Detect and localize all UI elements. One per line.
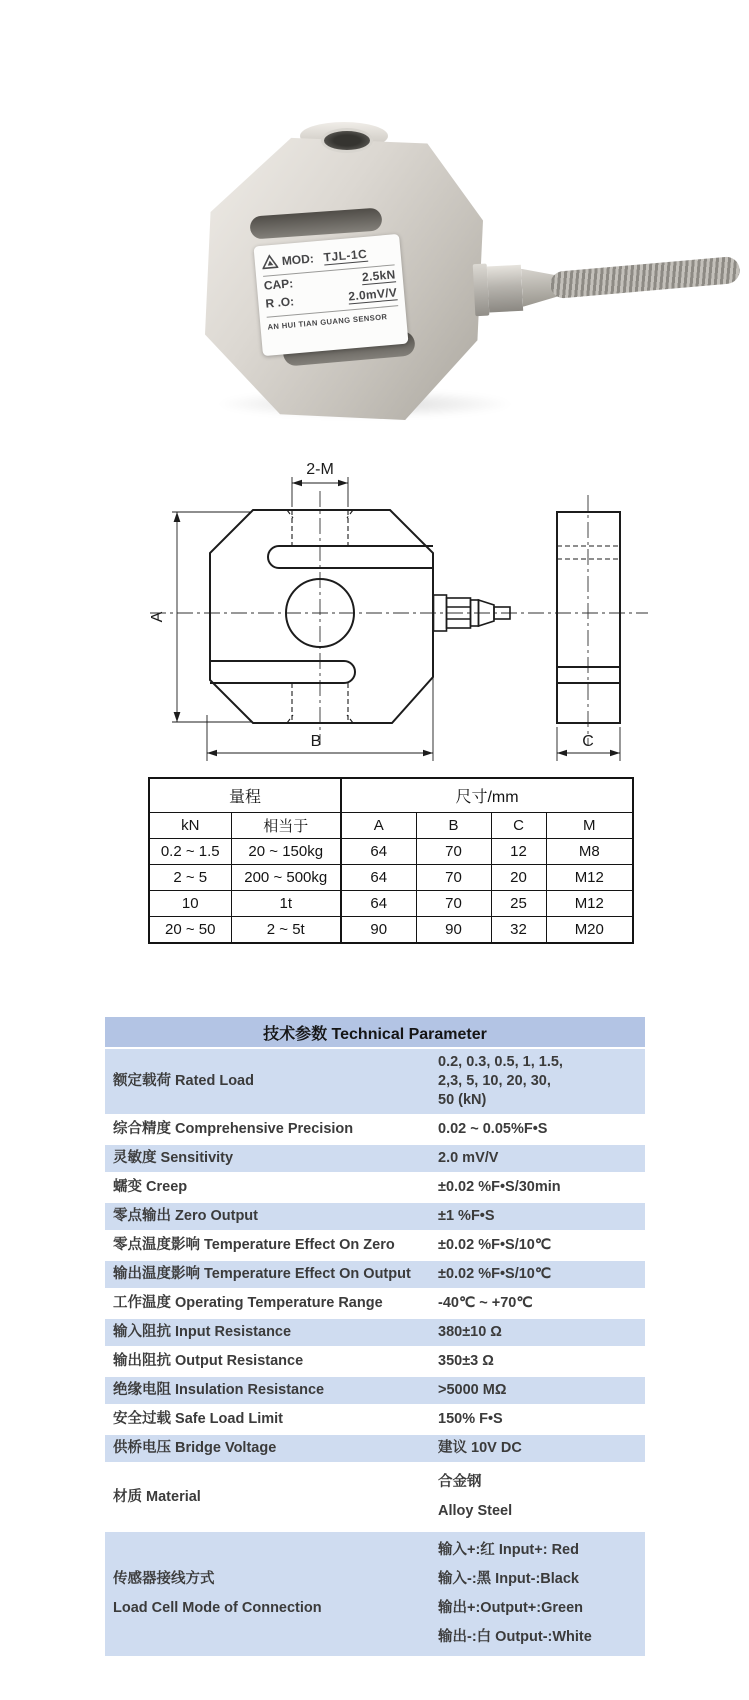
parameter-rows	[105, 1047, 645, 1656]
parameter-row	[105, 1047, 645, 1114]
parameter-row	[105, 1288, 645, 1317]
parameter-table	[105, 1017, 645, 1656]
dim-label-2m: 2-M	[306, 461, 334, 478]
parameter-label: 输出温度影响 Temperature Effect On Output	[113, 1266, 411, 1282]
ro-value: 2.0mV/V	[347, 285, 398, 304]
dim-table-cell: 90	[341, 917, 416, 944]
parameter-row	[105, 1433, 645, 1462]
technical-drawing	[0, 415, 749, 780]
parameter-label: 工作温度 Operating Temperature Range	[113, 1295, 383, 1311]
dim-column-header: M	[546, 813, 633, 839]
dim-column-header: 相当于	[231, 813, 341, 839]
dim-table-row	[149, 891, 633, 917]
parameter-row	[105, 1346, 645, 1375]
dim-table-cell: M20	[546, 917, 633, 944]
dim-table-cell: 64	[341, 891, 416, 917]
dim-table-row	[149, 865, 633, 891]
parameter-label: 零点温度影响 Temperature Effect On Zero	[113, 1237, 395, 1253]
parameter-row	[105, 1530, 645, 1656]
dim-table-cell: 20 ~ 150kg	[231, 839, 341, 865]
dim-table-cell: M12	[546, 865, 633, 891]
dim-column-header: kN	[149, 813, 231, 839]
dim-table-cell: 70	[416, 839, 491, 865]
product-photo	[0, 50, 749, 410]
parameter-value: 建议 10V DC	[438, 1440, 522, 1456]
dim-table-cell: 1t	[231, 891, 341, 917]
dim-table-cell: 12	[491, 839, 546, 865]
parameter-value: 150% F•S	[438, 1411, 503, 1427]
parameter-row	[105, 1172, 645, 1201]
brand-logo-icon	[261, 254, 278, 271]
mod-value: TJL-1C	[323, 246, 368, 264]
dim-column-header: C	[491, 813, 546, 839]
dim-table-cell: 64	[341, 839, 416, 865]
dim-group-header: 尺寸/mm	[341, 778, 633, 813]
label-footer: AN HUI TIAN GUANG SENSOR	[267, 312, 388, 332]
dim-label-a: A	[149, 611, 166, 623]
parameter-value: 380±10 Ω	[438, 1324, 502, 1340]
parameter-row	[105, 1462, 645, 1530]
cable	[549, 256, 741, 299]
parameter-label: 供桥电压 Bridge Voltage	[113, 1440, 277, 1456]
parameter-row	[105, 1375, 645, 1404]
parameter-row	[105, 1114, 645, 1143]
parameter-label: 材质 Material	[113, 1488, 201, 1505]
dim-table-cell: 90	[416, 917, 491, 944]
parameter-label: 传感器接线方式 Load Cell Mode of Connection	[113, 1571, 322, 1616]
dim-table-cell: 20 ~ 50	[149, 917, 231, 944]
parameter-row	[105, 1259, 645, 1288]
parameter-label: 安全过载 Safe Load Limit	[113, 1411, 283, 1427]
dim-table-cell: 2 ~ 5	[149, 865, 231, 891]
parameter-value: 2.0 mV/V	[438, 1150, 499, 1166]
gland-nut	[487, 265, 523, 313]
cap-label: CAP:	[263, 276, 294, 293]
dim-label-c: C	[582, 733, 594, 750]
top-thread-hole	[321, 128, 373, 153]
dim-column-header: A	[341, 813, 416, 839]
parameter-row	[105, 1143, 645, 1172]
parameter-value: 输入+:红 Input+: Red 输入-:黑 Input-:Black 输出+:Output+:Green 输出-:白 Output-:White	[438, 1542, 592, 1645]
dim-table-row	[149, 839, 633, 865]
dim-group-header: 量程	[149, 778, 341, 813]
parameter-label: 零点输出 Zero Output	[113, 1208, 258, 1224]
parameter-label: 蠕变 Creep	[113, 1179, 188, 1195]
dim-table-cell: M12	[546, 891, 633, 917]
dim-table-cell: M8	[546, 839, 633, 865]
dim-table-cell: 25	[491, 891, 546, 917]
dim-column-header: B	[416, 813, 491, 839]
dimension-table	[148, 777, 634, 944]
parameter-value: 0.02 ~ 0.05%F•S	[438, 1121, 548, 1137]
parameter-value: 350±3 Ω	[438, 1353, 494, 1369]
parameter-value: 0.2, 0.3, 0.5, 1, 1.5, 2,3, 5, 10, 20, 30, 50 (kN)	[438, 1054, 563, 1108]
cable-gland	[473, 258, 562, 318]
dim-table-cell: 20	[491, 865, 546, 891]
parameter-value: -40℃ ~ +70℃	[438, 1295, 533, 1311]
mod-label: MOD:	[281, 251, 315, 269]
parameter-value: ±0.02 %F•S/10℃	[438, 1237, 552, 1253]
parameter-label: 综合精度 Comprehensive Precision	[113, 1121, 354, 1137]
dim-label-b: B	[310, 733, 322, 750]
parameter-table-title: 技术参数 Technical Parameter	[105, 1017, 645, 1047]
parameter-row	[105, 1201, 645, 1230]
ro-label: R .O:	[264, 294, 295, 311]
parameter-value: >5000 MΩ	[438, 1382, 507, 1398]
dim-table-cell: 0.2 ~ 1.5	[149, 839, 231, 865]
dim-table-cell: 32	[491, 917, 546, 944]
dim-table-cell: 64	[341, 865, 416, 891]
parameter-label: 输出阻抗 Output Resistance	[113, 1353, 304, 1369]
parameter-value: ±1 %F•S	[438, 1208, 495, 1224]
dim-table-cell: 70	[416, 865, 491, 891]
parameter-value: ±0.02 %F•S/10℃	[438, 1266, 552, 1282]
parameter-label: 额定载荷 Rated Load	[113, 1073, 254, 1089]
parameter-label: 绝缘电阻 Insulation Resistance	[113, 1382, 325, 1398]
parameter-label: 灵敏度 Sensitivity	[113, 1150, 234, 1166]
parameter-row	[105, 1404, 645, 1433]
parameter-row	[105, 1230, 645, 1259]
parameter-row	[105, 1317, 645, 1346]
parameter-value: ±0.02 %F•S/30min	[438, 1179, 561, 1195]
dim-table-cell: 70	[416, 891, 491, 917]
cap-value: 2.5kN	[361, 267, 397, 285]
parameter-label: 输入阻抗 Input Resistance	[113, 1324, 292, 1340]
parameter-value: 合金钢 Alloy Steel	[438, 1474, 513, 1519]
product-label	[253, 234, 408, 356]
dim-table-cell: 10	[149, 891, 231, 917]
dim-table-row	[149, 917, 633, 944]
dim-table-cell: 2 ~ 5t	[231, 917, 341, 944]
dim-table-cell: 200 ~ 500kg	[231, 865, 341, 891]
